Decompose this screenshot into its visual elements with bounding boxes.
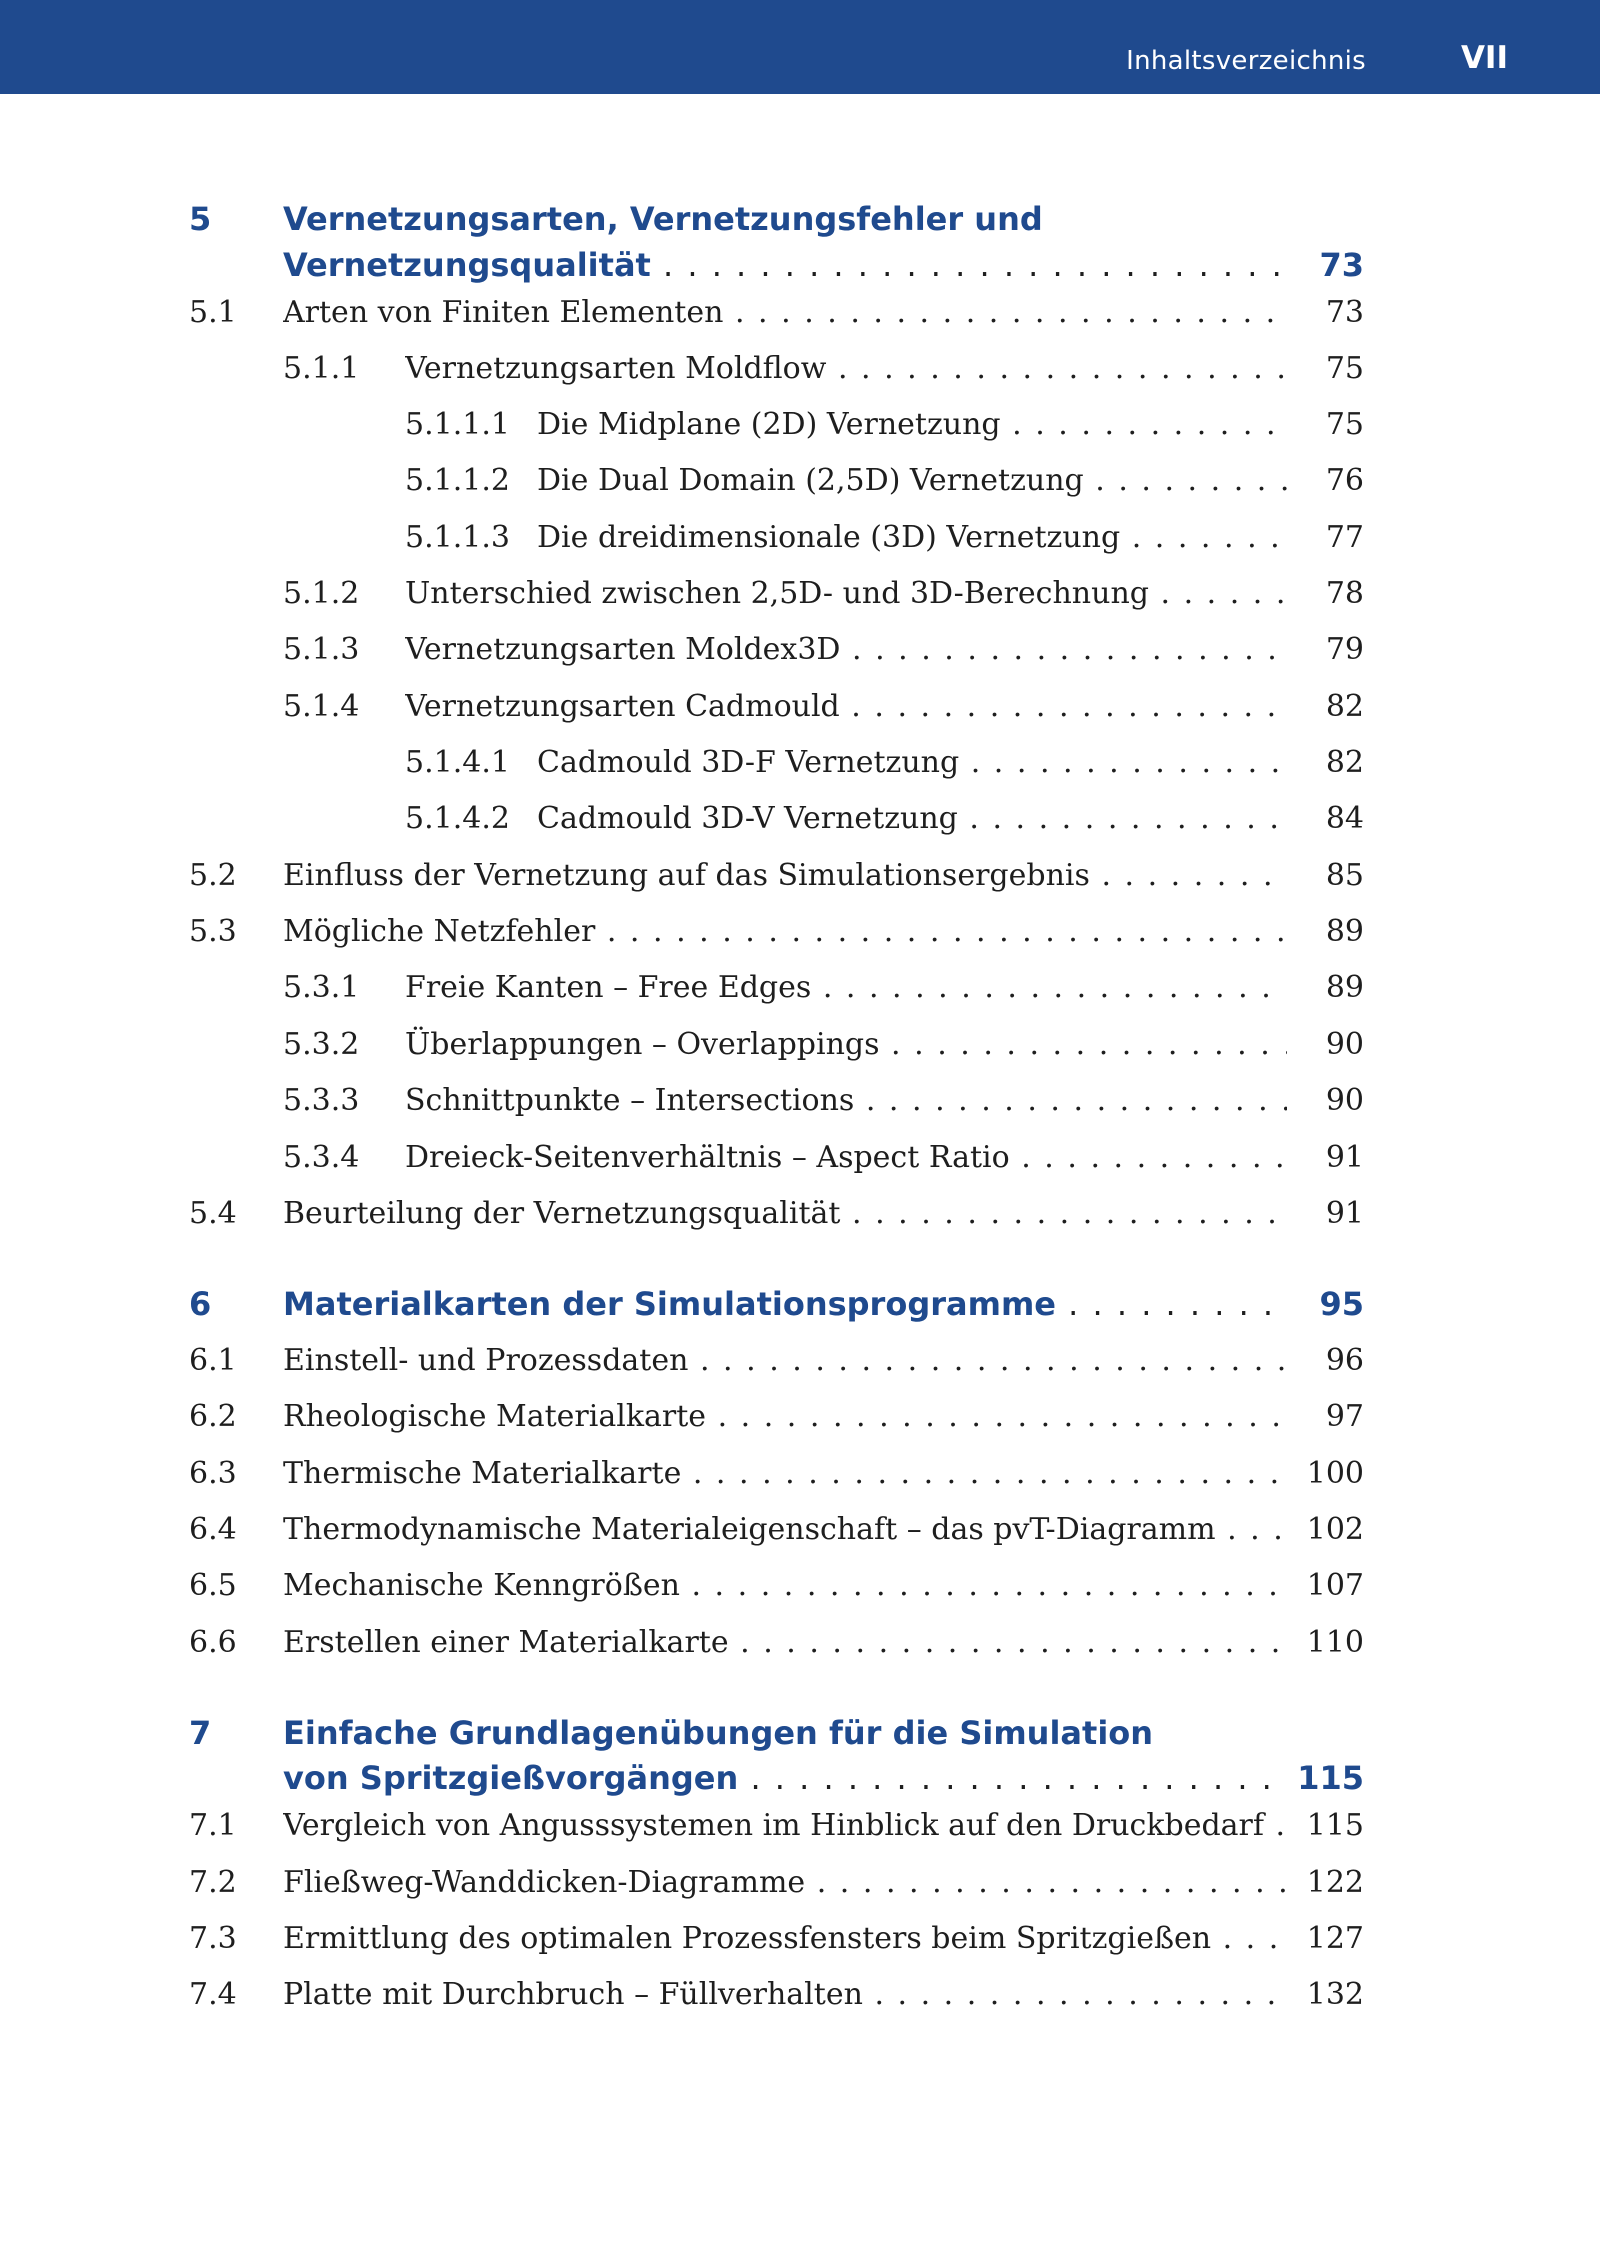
toc-entry[interactable]: [0, 402, 1600, 448]
toc-entry-page: 95: [1319, 1285, 1364, 1323]
toc-entry[interactable]: [0, 909, 1600, 955]
toc-entry-number: 6.6: [189, 1625, 237, 1660]
toc-entry-page: 89: [1325, 914, 1364, 949]
toc-chapter-entry[interactable]: [0, 1710, 1600, 1756]
toc-entry-page: 89: [1325, 970, 1364, 1005]
toc-entry-number: 6.2: [189, 1399, 237, 1434]
toc-entry-page: 107: [1306, 1568, 1364, 1603]
toc-entry-page: 75: [1325, 407, 1364, 442]
toc-entry[interactable]: [0, 458, 1600, 504]
toc-entry[interactable]: [0, 1394, 1600, 1440]
toc-entry-number: 5.1.1: [283, 351, 360, 386]
toc-entry-page: 90: [1325, 1027, 1364, 1062]
toc-entry[interactable]: [0, 1972, 1600, 2018]
page-number: VII: [1460, 40, 1508, 76]
toc-entry[interactable]: [0, 290, 1600, 336]
toc-chapter-entry[interactable]: [0, 242, 1600, 288]
toc-entry-title: Einstell- und Prozessdaten . . .: [283, 1338, 1287, 1384]
toc-entry-page: 82: [1325, 689, 1364, 724]
toc-entry-title: Vernetzungsarten Moldflow . . .: [405, 346, 1287, 392]
toc-entry-page: 100: [1306, 1456, 1364, 1491]
toc-entry-title: Vernetzungsarten Cadmould . . .: [405, 684, 1287, 730]
toc-entry[interactable]: [0, 346, 1600, 392]
toc-entry[interactable]: [0, 684, 1600, 730]
toc-entry-number: 5.1: [189, 295, 237, 330]
toc-entry-title: Rheologische Materialkarte . . .: [283, 1394, 1287, 1440]
toc-entry-page: 76: [1325, 463, 1364, 498]
toc-entry-title: Die Midplane (2D) Vernetzung . . .: [537, 402, 1287, 448]
toc-entry-page: 84: [1325, 801, 1364, 836]
toc-entry-title: Materialkarten der Simulationsprogramme . . .: [283, 1281, 1287, 1327]
toc-entry-number: 5.3: [189, 914, 237, 949]
toc-entry-title: Unterschied zwischen 2,5D- und 3D-Berechnung . . .: [405, 571, 1287, 617]
toc-entry-number: 5.1.4.2: [405, 801, 510, 836]
toc-entry-number: 7.2: [189, 1865, 237, 1900]
toc-entry[interactable]: [0, 1803, 1600, 1849]
toc-entry-title: Schnittpunkte – Intersections . . .: [405, 1078, 1287, 1124]
toc-entry[interactable]: [0, 1451, 1600, 1497]
toc-entry[interactable]: [0, 627, 1600, 673]
toc-entry-page: 73: [1319, 246, 1364, 284]
toc-entry-title: Erstellen einer Materialkarte . . .: [283, 1620, 1287, 1666]
toc-entry-number: 5.1.4.1: [405, 745, 510, 780]
toc-entry-page: 127: [1306, 1921, 1364, 1956]
toc-entry-number: 7.3: [189, 1921, 237, 1956]
toc-entry-page: 75: [1325, 351, 1364, 386]
toc-entry-page: 132: [1306, 1977, 1364, 2012]
toc-entry[interactable]: [0, 740, 1600, 786]
toc-chapter-entry[interactable]: [0, 1755, 1600, 1801]
toc-entry-page: 73: [1325, 295, 1364, 330]
toc-entry-number: 6.1: [189, 1343, 237, 1378]
toc-entry-title: Überlappungen – Overlappings . . .: [405, 1022, 1287, 1068]
toc-entry-title: Platte mit Durchbruch – Füllverhalten . . .: [283, 1972, 1287, 2018]
toc-entry-page: 115: [1306, 1808, 1364, 1843]
toc-entry-page: 77: [1325, 520, 1364, 555]
toc-entry[interactable]: [0, 1620, 1600, 1666]
toc-entry-title: Vernetzungsqualität . . .: [283, 242, 1287, 288]
toc-entry-number: 6: [189, 1285, 212, 1323]
toc-entry-title: Cadmould 3D-F Vernetzung . . .: [537, 740, 1287, 786]
page-header: [0, 0, 1600, 94]
toc-entry-title: Vernetzungsarten Moldex3D . . .: [405, 627, 1287, 673]
toc-entry-page: 102: [1306, 1512, 1364, 1547]
toc-entry[interactable]: [0, 1563, 1600, 1609]
toc-entry-title: Einfluss der Vernetzung auf das Simulationsergebnis . . .: [283, 853, 1287, 899]
toc-entry[interactable]: [0, 1860, 1600, 1906]
toc-entry-number: 5: [189, 200, 212, 238]
toc-entry-page: 122: [1306, 1865, 1364, 1900]
toc-entry[interactable]: [0, 1191, 1600, 1237]
toc-entry-number: 6.3: [189, 1456, 237, 1491]
toc-entry[interactable]: [0, 1507, 1600, 1553]
toc-entry-title: Ermittlung des optimalen Prozessfensters beim Spritzgießen . . .: [283, 1916, 1287, 1962]
toc-entry[interactable]: [0, 796, 1600, 842]
toc-entry-page: 79: [1325, 632, 1364, 667]
toc-entry-title: Beurteilung der Vernetzungsqualität . . .: [283, 1191, 1287, 1237]
toc-entry-title: Dreieck-Seitenverhältnis – Aspect Ratio . . .: [405, 1135, 1287, 1181]
toc-entry-number: 7: [189, 1714, 212, 1752]
toc-entry-number: 5.2: [189, 858, 237, 893]
toc-entry[interactable]: [0, 1135, 1600, 1181]
toc-entry[interactable]: [0, 853, 1600, 899]
toc-entry-title: Mechanische Kenngrößen . . .: [283, 1563, 1287, 1609]
toc-entry-title: Die dreidimensionale (3D) Vernetzung . . .: [537, 515, 1287, 561]
toc-entry-number: 5.1.1.2: [405, 463, 510, 498]
toc-entry-page: 97: [1325, 1399, 1364, 1434]
toc-entry-title: Fließweg-Wanddicken-Diagramme . . .: [283, 1860, 1287, 1906]
toc-entry-number: 5.3.4: [283, 1140, 360, 1175]
toc-entry-title: von Spritzgießvorgängen . . .: [283, 1755, 1287, 1801]
toc-entry-number: 5.4: [189, 1196, 237, 1231]
toc-entry-page: 115: [1297, 1759, 1364, 1797]
toc-entry[interactable]: [0, 1078, 1600, 1124]
toc-entry-number: 5.1.1.3: [405, 520, 510, 555]
toc-entry-title: Die Dual Domain (2,5D) Vernetzung . . .: [537, 458, 1287, 504]
toc-entry-title: Cadmould 3D-V Vernetzung . . .: [537, 796, 1287, 842]
toc-entry-number: 5.1.4: [283, 689, 360, 724]
toc-entry-page: 96: [1325, 1343, 1364, 1378]
toc-entry-title: Arten von Finiten Elementen . . .: [283, 290, 1287, 336]
toc-entry-number: 5.1.1.1: [405, 407, 510, 442]
toc-entry-title: Thermodynamische Materialeigenschaft – das pvT-Diagramm . . .: [283, 1507, 1287, 1553]
toc-entry[interactable]: [0, 1022, 1600, 1068]
toc-chapter-entry[interactable]: [0, 1281, 1600, 1327]
toc-entry[interactable]: [0, 571, 1600, 617]
toc-entry[interactable]: [0, 1338, 1600, 1384]
toc-entry-page: 90: [1325, 1083, 1364, 1118]
toc-chapter-entry[interactable]: [0, 196, 1600, 242]
toc-entry-page: 110: [1306, 1625, 1364, 1660]
toc-entry-number: 5.3.2: [283, 1027, 360, 1062]
toc-entry-page: 91: [1325, 1140, 1364, 1175]
toc-entry-number: 5.1.3: [283, 632, 360, 667]
toc-entry-page: 85: [1325, 858, 1364, 893]
toc-entry-page: 91: [1325, 1196, 1364, 1231]
toc-entry[interactable]: [0, 1916, 1600, 1962]
running-head-title: Inhaltsverzeichnis: [1126, 46, 1366, 76]
toc-entry-title: Thermische Materialkarte . . .: [283, 1451, 1287, 1497]
toc-entry-number: 5.3.3: [283, 1083, 360, 1118]
toc-entry-title: Mögliche Netzfehler . . .: [283, 909, 1287, 955]
toc-entry-title: Vernetzungsarten, Vernetzungsfehler und: [283, 200, 1043, 238]
toc-entry-page: 78: [1325, 576, 1364, 611]
toc-entry-number: 6.5: [189, 1568, 237, 1603]
toc-entry-number: 7.1: [189, 1808, 237, 1843]
toc-entry-title: Vergleich von Angusssystemen im Hinblick auf den Druckbedarf . . .: [283, 1803, 1287, 1849]
toc-entry[interactable]: [0, 965, 1600, 1011]
toc-entry-title: Freie Kanten – Free Edges . . .: [405, 965, 1287, 1011]
toc-entry-page: 82: [1325, 745, 1364, 780]
toc-entry-number: 5.3.1: [283, 970, 360, 1005]
toc-entry-number: 6.4: [189, 1512, 237, 1547]
toc-entry-number: 5.1.2: [283, 576, 360, 611]
toc-entry[interactable]: [0, 515, 1600, 561]
toc-entry-number: 7.4: [189, 1977, 237, 2012]
toc-entry-title: Einfache Grundlagenübungen für die Simulation: [283, 1714, 1154, 1752]
